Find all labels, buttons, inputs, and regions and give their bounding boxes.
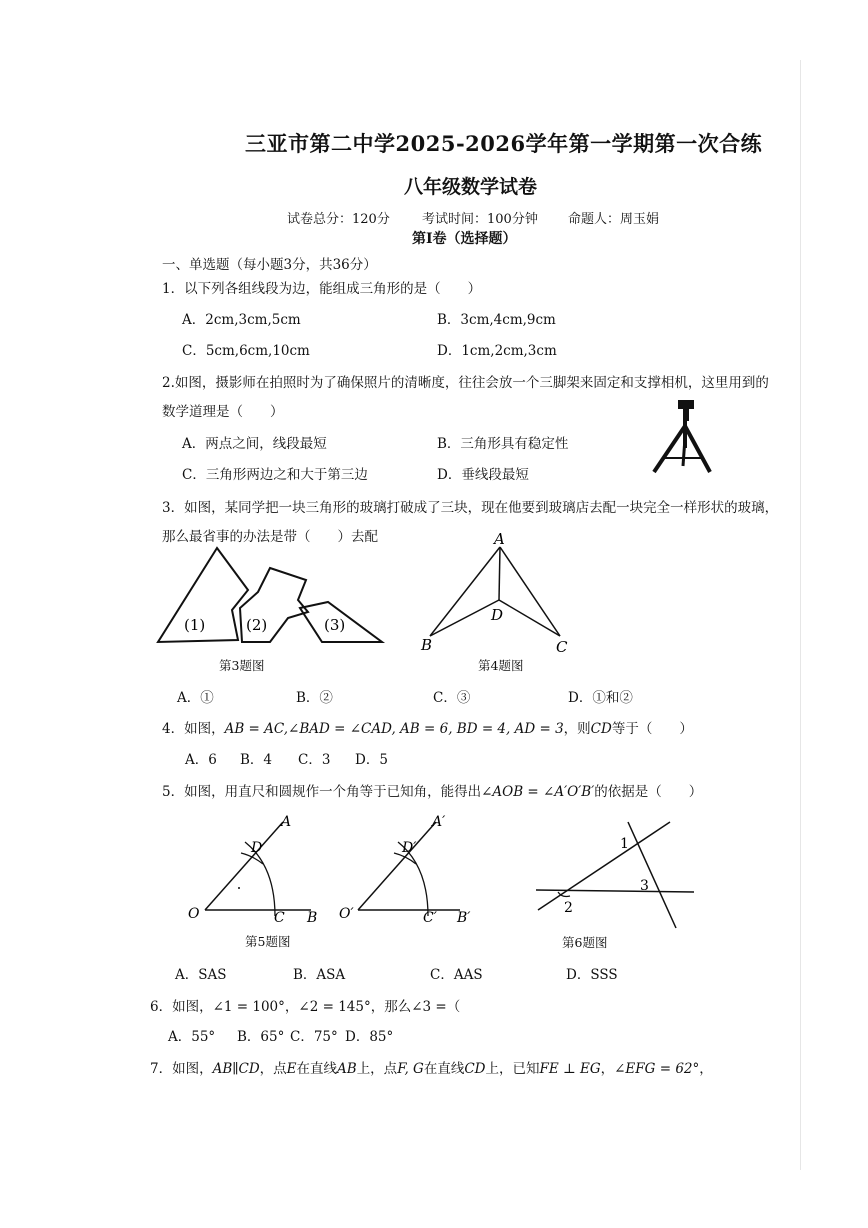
q7-stem-var2: AB <box>337 1061 357 1077</box>
q4-stem-math: AB = AC,∠BAD = ∠CAD, AB = 6, BD = 4, AD = 3 <box>224 721 564 737</box>
q4-stem-suffix: 等于（ ） <box>611 721 693 737</box>
question-6-stem: 6．如图，∠1 = 100°，∠2 = 145°，那么∠3 =（ <box>150 999 461 1015</box>
q7-stem-var3: F, G <box>397 1061 424 1077</box>
fig4-label-b: B <box>421 636 433 654</box>
q1-option-c: C．5cm,6cm,10cm <box>182 343 310 359</box>
q2-option-b: B．三角形具有稳定性 <box>437 436 569 452</box>
question-5-stem <box>162 780 702 800</box>
q6-option-a: A．55° <box>168 1029 216 1045</box>
q5-option-a: A．SAS <box>175 967 227 983</box>
question-2-stem-line1: 2.如图，摄影师在拍照时为了确保照片的清晰度，往往会放一个三脚架来固定和支撑相机，这里用到的 <box>162 375 769 391</box>
q2-option-d: D．垂线段最短 <box>437 467 529 483</box>
q4-option-b: B．4 <box>240 752 273 768</box>
q7-stem-suffix: ， <box>699 1061 713 1077</box>
q3-option-a: A．① <box>177 690 214 706</box>
question-4-stem <box>162 717 693 737</box>
fig5-left-label-c: C <box>274 910 285 926</box>
q4-stem-mid: ，则 <box>563 721 591 737</box>
fig4-label-d: D <box>491 606 504 624</box>
q7-stem-math1: AB∥CD <box>212 1061 260 1077</box>
q7-stem-mid4: 在直线 <box>423 1061 465 1077</box>
q5-stem-prefix: 5．如图，用直尺和圆规作一个角等于已知角，能得出 <box>162 784 482 800</box>
fig4-label-c: C <box>556 638 568 656</box>
section-heading: 一、单选题（每小题3分，共36分） <box>162 257 377 273</box>
fig6-label-3: 3 <box>640 878 649 894</box>
glass-piece-3-label: (3) <box>324 616 346 634</box>
exam-title: 三亚市第二中学2025-2026学年第一学期第一次合练 <box>245 131 763 156</box>
question-1-stem: 1．以下列各组线段为边，能组成三角形的是（ ） <box>162 281 482 297</box>
figure-6-caption: 第6题图 <box>562 935 608 950</box>
q4-stem-var: CD <box>590 721 612 737</box>
q4-stem-prefix: 4．如图， <box>162 721 225 737</box>
fig5-left-label-a: A <box>281 814 292 830</box>
q7-stem-mid2: 在直线 <box>296 1061 338 1077</box>
q5-option-b: B．ASA <box>293 967 346 983</box>
q6-option-c: C．75° <box>290 1029 338 1045</box>
q7-stem-prefix: 7．如图， <box>150 1061 213 1077</box>
fig5-left-label-d: D <box>251 840 263 856</box>
q7-stem-math3: ∠EFG = 62° <box>614 1061 700 1077</box>
part-heading: 第Ⅰ卷（选择题） <box>412 231 517 247</box>
q7-stem-mid3: 上，点 <box>356 1061 398 1077</box>
figure-5-right <box>336 808 481 928</box>
fig6-label-2: 2 <box>564 900 573 916</box>
fig5-right-label-o: O′ <box>339 906 354 922</box>
fig5-right-label-c: C′ <box>423 910 437 926</box>
q6-option-d: D．85° <box>345 1029 394 1045</box>
fig5-left-label-o: O <box>188 906 200 922</box>
q5-option-c: C．AAS <box>430 967 483 983</box>
scan-edge-line <box>800 60 801 1170</box>
fig5-right-label-d: D′ <box>402 840 417 856</box>
q4-option-a: A．6 <box>185 752 217 768</box>
q6-option-b: B．65° <box>237 1029 285 1045</box>
q1-option-b: B．3cm,4cm,9cm <box>437 312 556 328</box>
question-3-stem-line2: 那么最省事的办法是带（ ）去配 <box>162 529 378 545</box>
q2-option-a: A．两点之间，线段最短 <box>182 436 327 452</box>
fig5-left-label-b: B <box>307 910 318 926</box>
exam-author: 命题人：周玉娟 <box>568 212 660 227</box>
q2-option-c: C．三角形两边之和大于第三边 <box>182 467 368 483</box>
question-2-stem-line2: 数学道理是（ ） <box>162 404 284 420</box>
q1-option-d: D．1cm,2cm,3cm <box>437 343 557 359</box>
figure-4-triangle <box>415 532 580 657</box>
exam-subtitle: 八年级数学试卷 <box>404 176 538 198</box>
q4-option-c: C．3 <box>298 752 331 768</box>
q5-stem-math: ∠AOB = ∠A′O′B′ <box>481 784 595 800</box>
total-score: 试卷总分：120分 <box>287 212 390 227</box>
q3-option-b: B．② <box>296 690 333 706</box>
fig6-label-1: 1 <box>620 836 629 852</box>
figure-5-left <box>183 808 328 928</box>
question-7-stem <box>150 1057 713 1077</box>
q5-stem-suffix: 的依据是（ ） <box>594 784 703 800</box>
q3-option-c: C．③ <box>433 690 471 706</box>
q7-stem-var4: CD <box>464 1061 486 1077</box>
fig5-right-label-b: B′ <box>457 910 471 926</box>
glass-piece-2-label: (2) <box>246 616 268 634</box>
figure-5-caption: 第5题图 <box>245 934 291 949</box>
exam-time: 考试时间：100分钟 <box>422 212 538 227</box>
q7-stem-math2: FE ⊥ EG <box>539 1061 601 1077</box>
q3-option-d: D．①和② <box>568 690 633 706</box>
broken-glass-figure <box>150 540 390 655</box>
q5-option-d: D．SSS <box>566 967 618 983</box>
glass-piece-1-label: (1) <box>184 616 206 634</box>
question-3-stem-line1: 3．如图，某同学把一块三角形的玻璃打破成了三块，现在他要到玻璃店去配一块完全一样形状的玻璃， <box>162 500 779 516</box>
fig5-right-label-a: A′ <box>432 814 446 830</box>
q1-option-a: A．2cm,3cm,5cm <box>182 312 301 328</box>
fig4-label-a: A <box>494 532 505 548</box>
figure-6-lines <box>530 810 705 935</box>
q7-stem-mid6: ， <box>600 1061 615 1077</box>
figure-4-caption: 第4题图 <box>478 658 524 673</box>
q7-stem-mid5: 上，已知 <box>485 1061 540 1077</box>
figure-3-caption: 第3题图 <box>219 658 265 673</box>
q7-stem-mid1: ，点 <box>259 1061 287 1077</box>
q7-stem-var1: E <box>286 1061 297 1077</box>
tripod-figure <box>648 398 718 478</box>
q4-option-d: D．5 <box>355 752 388 768</box>
